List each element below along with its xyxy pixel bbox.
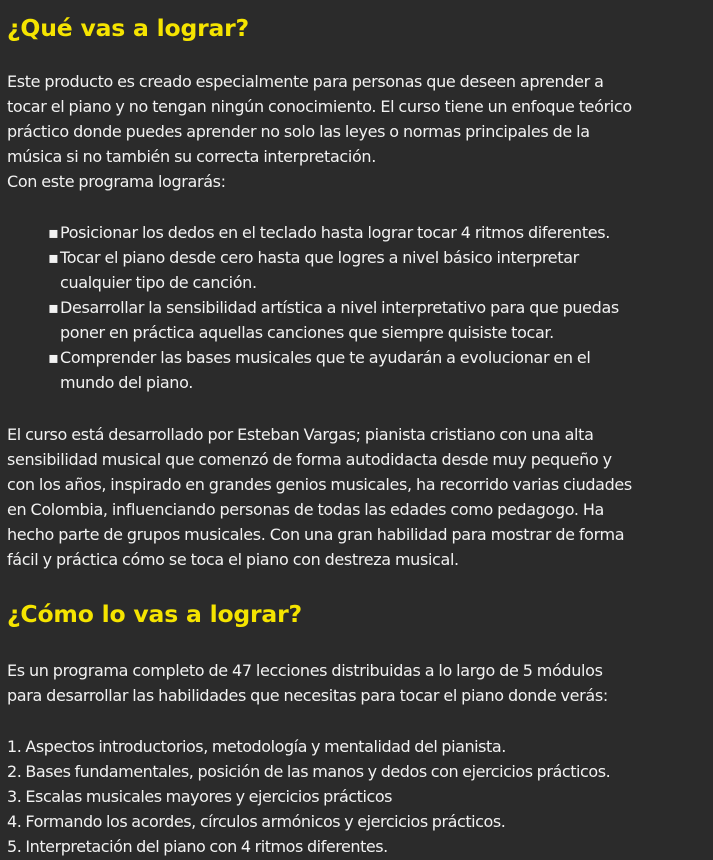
intro-line: Este producto es creado especialmente para personas que deseen aprender a — [7, 72, 604, 91]
bio-line: en Colombia, influenciando personas de todas las edades como pedagogo. Ha — [7, 500, 605, 519]
list-item: 3. Escalas musicales mayores y ejercicios prácticos — [7, 787, 393, 806]
list-item: 1. Aspectos introductorios, metodología y mentalidad del pianista. — [7, 737, 506, 756]
intro-line: tocar el piano y no tengan ningún conocimiento. El curso tiene un enfoque teórico — [7, 97, 632, 116]
intro-line: práctico donde puedes aprender no solo las leyes o normas principales de la — [7, 122, 590, 141]
bullet-square-icon: ▪ — [48, 298, 59, 317]
intro-line: música si no también su correcta interpretación. — [7, 147, 376, 166]
bullet-line: Desarrollar la sensibilidad artística a nivel interpretativo para que puedas — [60, 298, 619, 317]
bio-line: con los años, inspirado en grandes genios musicales, ha recorrido varias ciudades — [7, 475, 632, 494]
achievements-list — [48, 220, 619, 395]
bullet-line: cualquier tipo de canción. — [60, 273, 257, 292]
bio-line: El curso está desarrollado por Esteban Vargas; pianista cristiano con una alta — [7, 425, 594, 444]
list-item — [48, 220, 619, 245]
bullet-line: Posicionar los dedos en el teclado hasta lograr tocar 4 ritmos diferentes. — [60, 223, 610, 242]
list-item: 2. Bases fundamentales, posición de las manos y dedos con ejercicios prácticos. — [7, 762, 611, 781]
intro-line: Con este programa lograrás: — [7, 172, 226, 191]
program-line: para desarrollar las habilidades que necesitas para tocar el piano donde verás: — [7, 686, 608, 705]
bullet-square-icon: ▪ — [48, 348, 59, 367]
list-item: 4. Formando los acordes, círculos armónicos y ejercicios prácticos. — [7, 812, 506, 831]
section-title-how-you-will-achieve: ¿Cómo lo vas a lograr? — [7, 600, 302, 628]
section-title-what-you-will-achieve: ¿Qué vas a lograr? — [7, 14, 249, 42]
bullet-square-icon: ▪ — [48, 248, 59, 267]
bullet-line: poner en práctica aquellas canciones que siempre quisiste tocar. — [60, 323, 554, 342]
bio-line: sensibilidad musical que comenzó de forma autodidacta desde muy pequeño y — [7, 450, 612, 469]
intro-paragraph — [7, 69, 632, 194]
list-item — [48, 295, 619, 345]
bio-line: hecho parte de grupos musicales. Con una gran habilidad para mostrar de forma — [7, 525, 625, 544]
list-item: 5. Interpretación del piano con 4 ritmos diferentes. — [7, 837, 388, 856]
bullet-line: mundo del piano. — [60, 373, 193, 392]
bio-line: fácil y práctica cómo se toca el piano con destreza musical. — [7, 550, 459, 569]
bullet-line: Comprender las bases musicales que te ayudarán a evolucionar en el — [60, 348, 591, 367]
list-item — [48, 245, 619, 295]
modules-list — [7, 734, 610, 859]
program-line: Es un programa completo de 47 lecciones distribuidas a lo largo de 5 módulos — [7, 661, 603, 680]
instructor-bio-paragraph — [7, 422, 632, 572]
program-intro-paragraph — [7, 658, 608, 708]
bullet-line: Tocar el piano desde cero hasta que logres a nivel básico interpretar — [60, 248, 579, 267]
list-item — [48, 345, 619, 395]
bullet-square-icon: ▪ — [48, 223, 59, 242]
